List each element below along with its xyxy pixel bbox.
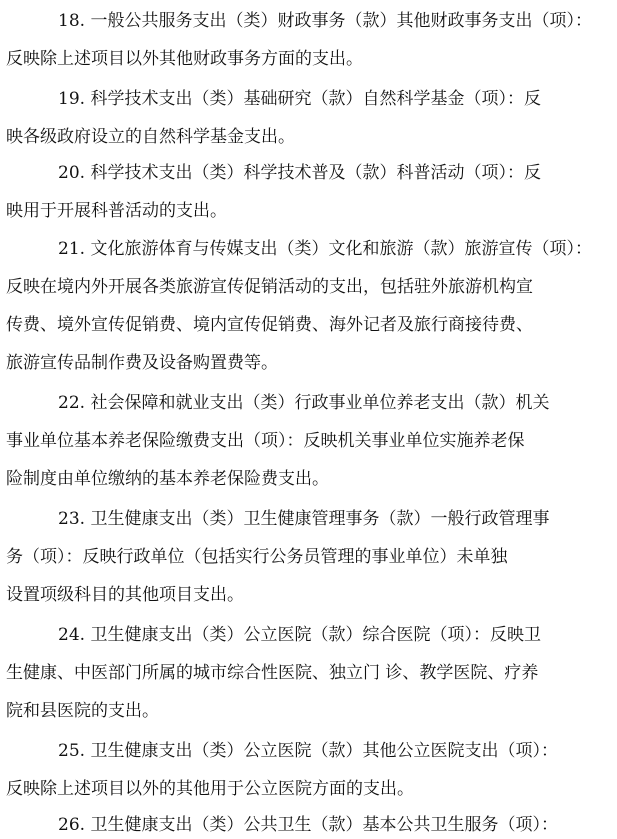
paragraph-item-22 — [6, 384, 611, 498]
paragraph-line: 映各级政府设立的自然科学基金支出。 — [6, 127, 295, 147]
paragraph-line: 反映在境内外开展各类旅游宣传促销活动的支出，包括驻外旅游机构宣 — [6, 277, 533, 297]
paragraph-line: 18. 一般公共服务支出（类）财政事务（款）其他财政事务支出（项）： — [58, 11, 592, 31]
paragraph-line: 事业单位基本养老保险缴费支出（项）：反映机关事业单位实施养老保 — [6, 431, 525, 451]
paragraph-line: 25. 卫生健康支出（类）公立医院（款）其他公立医院支出（项）： — [58, 741, 558, 761]
paragraph-line: 20. 科学技术支出（类）科学技术普及（款）科普活动（项）：反 — [58, 163, 541, 183]
paragraph-line: 生健康、中医部门所属的城市综合性医院、独立门 诊、教学医院、疗养 — [6, 663, 539, 683]
paragraph-item-19 — [6, 80, 611, 156]
paragraph-line: 19. 科学技术支出（类）基础研究（款）自然科学基金（项）：反 — [58, 89, 541, 109]
paragraph-item-23 — [6, 500, 611, 614]
paragraph-item-25 — [6, 732, 611, 808]
paragraph-line: 传费、境外宣传促销费、境内宣传促销费、海外记者及旅行商接待费、 — [6, 315, 533, 335]
paragraph-line: 反映除上述项目以外的其他用于公立医院方面的支出。 — [6, 779, 414, 799]
paragraph-line: 旅游宣传品制作费及设备购置费等。 — [6, 353, 278, 373]
paragraph-line: 26. 卫生健康支出（类）公共卫生（款）基本公共卫生服务（项）： — [58, 815, 558, 835]
paragraph-item-24 — [6, 616, 611, 730]
paragraph-line: 反映除上述项目以外其他财政事务方面的支出。 — [6, 49, 363, 69]
paragraph-item-26 — [6, 806, 611, 839]
paragraph-line: 险制度由单位缴纳的基本养老保险费支出。 — [6, 469, 329, 489]
paragraph-item-20 — [6, 154, 611, 230]
paragraph-line: 23. 卫生健康支出（类）卫生健康管理事务（款）一般行政管理事 — [58, 509, 550, 529]
paragraph-line: 24. 卫生健康支出（类）公立医院（款）综合医院（项）：反映卫 — [58, 625, 541, 645]
paragraph-line: 映用于开展科普活动的支出。 — [6, 201, 227, 221]
paragraph-line: 22. 社会保障和就业支出（类）行政事业单位养老支出（款）机关 — [58, 393, 550, 413]
paragraph-item-21 — [6, 230, 611, 382]
paragraph-line: 21. 文化旅游体育与传媒支出（类）文化和旅游（款）旅游宣传（项）： — [58, 239, 592, 259]
paragraph-item-18 — [6, 2, 611, 78]
paragraph-line: 院和县医院的支出。 — [6, 701, 159, 721]
paragraph-line: 务（项）：反映行政单位（包括实行公务员管理的事业单位）未单独 — [6, 547, 508, 567]
paragraph-line: 设置项级科目的其他项目支出。 — [6, 585, 244, 605]
